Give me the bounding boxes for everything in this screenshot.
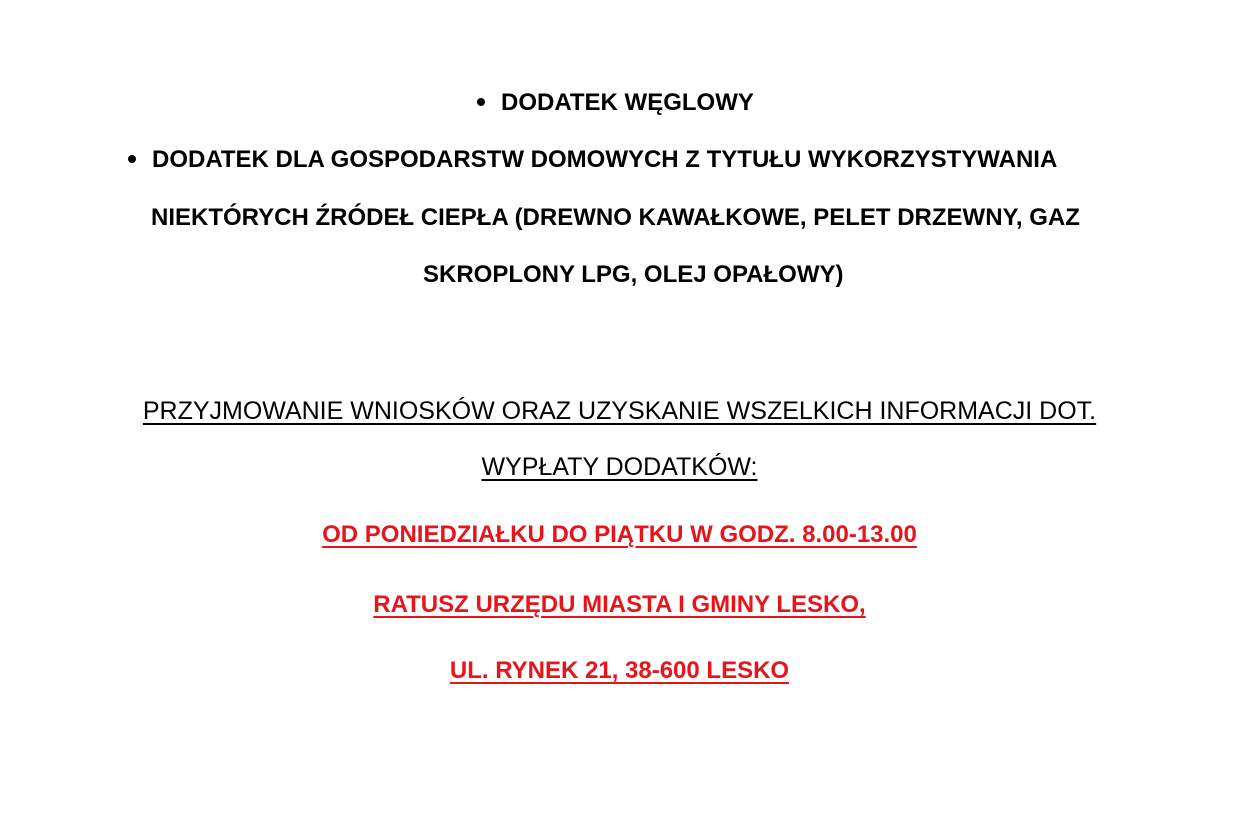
office-location: RATUSZ URZĘDU MIASTA I GMINY LESKO, — [373, 591, 866, 618]
info-heading-line-2: WYPŁATY DODATKÓW: — [481, 453, 758, 481]
office-address: UL. RYNEK 21, 38-600 LESKO — [449, 657, 790, 684]
bullet-text-line: SKROPLONY LPG, OLEJ OPAŁOWY) — [423, 261, 844, 288]
bullet-text-line: DODATEK DLA GOSPODARSTW DOMOWYCH Z TYTUŁU WYKORZYSTYWANIA — [152, 146, 1058, 173]
bullet-text-line: NIEKTÓRYCH ŹRÓDEŁ CIEPŁA (DREWNO KAWAŁKOWE, PELET DRZEWNY, GAZ — [151, 204, 1080, 231]
bullet-icon — [128, 155, 136, 163]
office-hours: OD PONIEDZIAŁKU DO PIĄTKU W GODZ. 8.00-13.00 — [322, 521, 917, 548]
bullet-text-line: DODATEK WĘGLOWY — [501, 89, 754, 116]
bullet-icon — [477, 98, 485, 106]
info-heading-line-1: PRZYJMOWANIE WNIOSKÓW ORAZ UZYSKANIE WSZELKICH INFORMACJI DOT. — [142, 397, 1097, 425]
